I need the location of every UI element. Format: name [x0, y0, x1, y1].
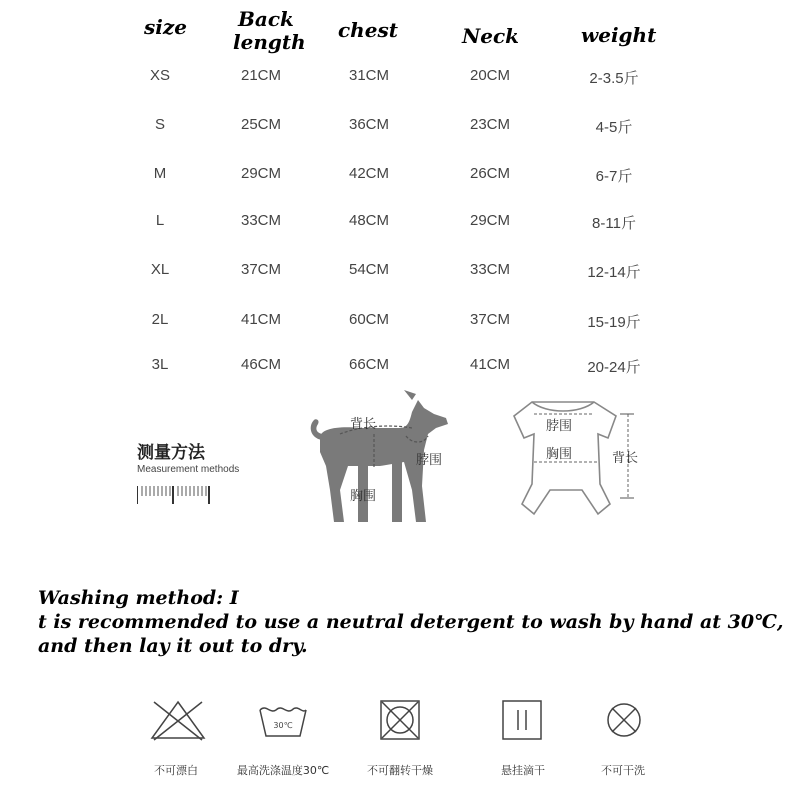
cell-chest: 42CM: [348, 165, 390, 182]
drip-dry-icon: [500, 698, 544, 742]
cell-back: 21CM: [240, 67, 282, 84]
cell-chest: 31CM: [348, 67, 390, 84]
cell-chest: 36CM: [348, 116, 390, 133]
dog-measurement-figure: [300, 390, 460, 530]
no-tumble-dry-icon: [378, 698, 422, 742]
wash-30-icon: [256, 698, 308, 742]
cell-size: 3L: [151, 356, 169, 373]
garment-label-chest: 胸围: [546, 447, 573, 462]
cell-weight: 12-14斤: [587, 264, 641, 281]
cell-chest: 48CM: [348, 212, 390, 229]
cell-chest: 54CM: [348, 261, 390, 278]
header-chest: chest: [338, 18, 398, 42]
cell-weight: 15-19斤: [587, 314, 641, 331]
header-weight: weight: [581, 23, 657, 47]
cell-weight: 8-11斤: [592, 215, 636, 232]
cell-weight: 4-5斤: [595, 119, 633, 136]
no-bleach-icon: [148, 698, 208, 742]
measurement-subtitle: Measurement methods: [137, 464, 240, 475]
cell-size: M: [153, 165, 167, 182]
measurement-title: 测量方法: [137, 443, 205, 463]
cell-size: L: [155, 212, 165, 229]
cell-weight: 6-7斤: [595, 168, 633, 185]
cell-neck: 41CM: [469, 356, 511, 373]
washing-instructions: [38, 586, 783, 658]
cell-back: 25CM: [240, 116, 282, 133]
cell-neck: 20CM: [469, 67, 511, 84]
garment-label-neck: 脖围: [546, 419, 573, 434]
cell-neck: 33CM: [469, 261, 511, 278]
header-neck: Neck: [462, 24, 520, 48]
care-label-drip-dry: 悬挂滴干: [501, 764, 545, 777]
cell-size: S: [154, 116, 166, 133]
no-dry-clean-icon: [602, 698, 646, 742]
wash-tub-temperature: 30℃: [273, 721, 293, 730]
cell-back: 41CM: [240, 311, 282, 328]
washing-line-3: and then lay it out to dry.: [38, 635, 308, 657]
cell-size: XL: [150, 261, 170, 278]
care-label-no-dry-clean: 不可干洗: [601, 764, 645, 777]
cell-back: 37CM: [240, 261, 282, 278]
dog-label-chest: 胸围: [350, 489, 377, 504]
washing-line-2: t is recommended to use a neutral detergent to wash by hand at 30℃,: [38, 611, 784, 633]
header-size: size: [144, 15, 187, 39]
care-label-no-bleach: 不可漂白: [154, 764, 198, 777]
cell-chest: 66CM: [348, 356, 390, 373]
cell-back: 29CM: [240, 165, 282, 182]
dog-label-back: 背长: [350, 417, 377, 432]
garment-label-back: 背长: [612, 451, 639, 466]
cell-neck: 37CM: [469, 311, 511, 328]
washing-line-1: Washing method: I: [38, 587, 239, 609]
cell-neck: 29CM: [469, 212, 511, 229]
care-label-no-tumble-dry: 不可翻转干燥: [367, 764, 433, 777]
cell-weight: 20-24斤: [587, 359, 641, 376]
dog-label-neck: 脖围: [416, 453, 443, 468]
care-label-wash-30: 最高洗涤温度30℃: [236, 764, 330, 777]
cell-size: 2L: [151, 311, 169, 328]
cell-size: XS: [149, 67, 171, 84]
header-back-length-line2: length: [233, 30, 306, 54]
ruler-icon: [137, 482, 247, 506]
cell-weight: 2-3.5斤: [589, 70, 639, 87]
garment-measurement-figure: [498, 392, 658, 524]
header-back-length-line1: Back: [238, 7, 294, 31]
cell-back: 33CM: [240, 212, 282, 229]
cell-neck: 23CM: [469, 116, 511, 133]
cell-chest: 60CM: [348, 311, 390, 328]
cell-back: 46CM: [240, 356, 282, 373]
cell-neck: 26CM: [469, 165, 511, 182]
